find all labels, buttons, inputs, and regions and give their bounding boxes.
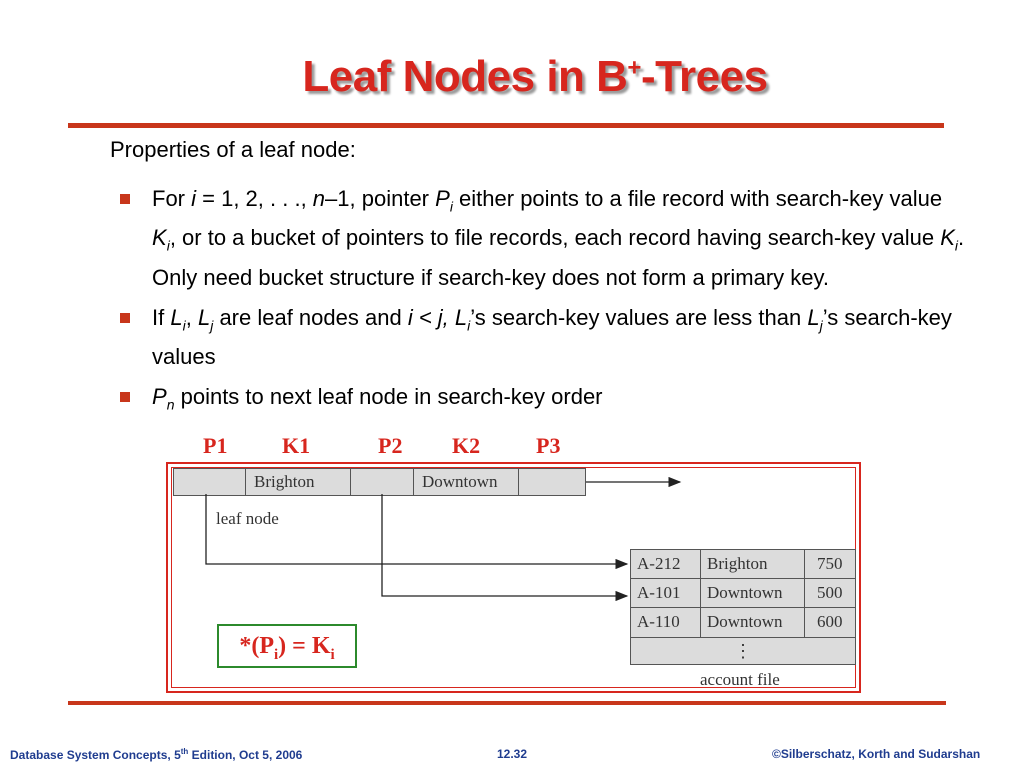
intro-text: Properties of a leaf node: <box>110 137 356 162</box>
file-cell: Downtown <box>700 607 805 638</box>
file-cell: A-101 <box>630 578 701 608</box>
label-p3: P3 <box>536 433 561 458</box>
file-cell: 500 <box>804 578 856 608</box>
footer-book-title: Database System Concepts, 5th Edition, Oct 5, 2006 <box>10 747 303 762</box>
footer-page-number: 12.32 <box>497 747 528 761</box>
key-cell-k1: Brighton <box>245 468 351 496</box>
file-ellipsis-row: ⋮ <box>630 637 856 665</box>
file-cell: 750 <box>804 549 856 579</box>
file-cell: Downtown <box>700 578 805 608</box>
label-k2: K2 <box>452 433 481 458</box>
file-cell: Brighton <box>700 549 805 579</box>
formula-box: $*(P_i) = K_i$ <box>217 624 357 668</box>
file-cell: A-212 <box>630 549 701 579</box>
file-cell: 600 <box>804 607 856 638</box>
label-p2: P2 <box>378 433 403 458</box>
bullet-item-2: If $L_i$, $L_j$ are leaf nodes and i < j, $L_i’s$ search-key values are less than $L_j’s$ search-key values <box>118 302 968 372</box>
bullet-item-3: $P_n$ points to next leaf node in search-key order <box>118 381 968 420</box>
slide-title: Leaf Nodes in B+-Trees <box>302 52 768 101</box>
key-cell-k2: Downtown <box>413 468 519 496</box>
label-p1: P1 <box>203 433 228 458</box>
p1-arrow <box>206 494 627 564</box>
leaf-node-label: leaf node <box>216 509 279 528</box>
footer-divider <box>68 701 946 705</box>
account-file-label: account file <box>700 670 780 689</box>
p2-arrow <box>382 494 627 596</box>
footer-copyright: ©Silberschatz, Korth and Sudarshan <box>772 747 981 761</box>
label-k1: K1 <box>282 433 311 458</box>
bullet-item-1: For i = 1, 2, . . ., n–1, pointer $P_i$ either points to a file record with search-key value $K_i$, or to a bucket of pointers to file records, each record having search-key value $K_i$. Only need bucket structure if search-key does not form a primary key. <box>118 183 968 293</box>
file-cell: A-110 <box>630 607 701 638</box>
